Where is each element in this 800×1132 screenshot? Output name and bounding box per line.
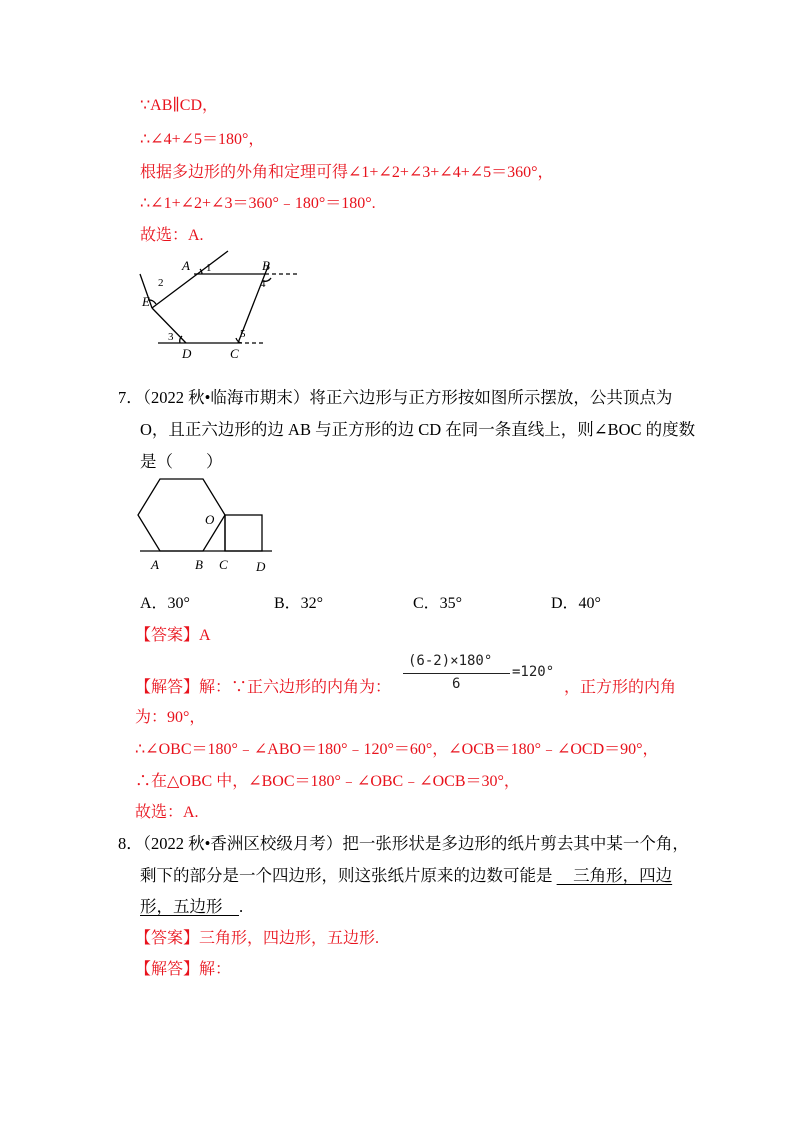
q8-answer-blank-part-1: 三角形，四边 (556, 866, 673, 885)
fig1-label-b: B (262, 258, 270, 273)
q7-solution-line-5: 故选：A. (135, 804, 199, 821)
fig1-label-5: 5 (240, 328, 246, 340)
fig2-label-d: D (256, 559, 266, 574)
solution-line-5: 故选：A. (140, 227, 204, 244)
fig1-label-1: 1 (206, 262, 212, 274)
fig1-label-c: C (230, 346, 239, 360)
q7-line-1: 7．（2022 秋•临海市期末）将正六边形与正方形按如图所示摆放，公共顶点为 (118, 388, 673, 407)
q7-answer: 【答案】A (135, 627, 211, 644)
q7-option-d: D．40° (551, 595, 601, 612)
q8-line-2 (140, 866, 672, 886)
q8-solution: 【解答】解： (135, 961, 232, 978)
q8-line-1: 8．（2022 秋•香洲区校级月考）把一张形状是多边形的纸片剪去其中某一个角， (118, 834, 689, 853)
q8-line-3 (140, 897, 243, 917)
fig1-label-4: 4 (260, 278, 266, 290)
fig1-label-d: D (182, 346, 192, 360)
solution-line-3: 根据多边形的外角和定理可得∠1+∠2+∠3+∠4+∠5＝360°， (140, 164, 554, 181)
fig1-label-2: 2 (158, 277, 164, 289)
q8-answer: 【答案】三角形，四边形，五边形. (135, 930, 380, 947)
fraction-bar (403, 673, 510, 674)
solution-line-2: ∴∠4+∠5＝180°， (140, 131, 265, 148)
fig1-label-e: E (142, 294, 150, 309)
q7-solution-prefix: 【解答】解：∵正六边形的内角为： (135, 679, 392, 696)
q7-option-b: B．32° (274, 595, 324, 612)
fraction-numerator: (6-2)×180° (408, 653, 493, 669)
hexagon-square-figure (135, 474, 285, 578)
pentagon-exterior-angle-figure (130, 248, 310, 360)
fig2-label-o: O (205, 512, 215, 527)
fig1-label-3: 3 (168, 331, 174, 343)
q7-solution-line-2: 为：90°， (135, 709, 206, 726)
fig2-label-c: C (219, 557, 228, 572)
q7-option-c: C．35° (413, 595, 463, 612)
q8-line-3-period: . (239, 897, 244, 916)
q7-solution-line-4: ∴在△OBC 中，∠BOC＝180°﹣∠OBC﹣∠OCB＝30°， (135, 773, 520, 790)
solution-line-4: ∴∠1+∠2+∠3＝360°﹣180°＝180°. (140, 195, 376, 212)
q8-answer-blank-part-2: 形，五边形 (140, 897, 239, 916)
fig2-label-b: B (195, 557, 203, 572)
q7-solution-suffix: ，正方形的内角 (564, 679, 677, 696)
fraction-result: =120° (512, 664, 555, 680)
fig2-label-a: A (151, 557, 159, 572)
solution-line-1: ∵AB∥CD， (140, 97, 219, 114)
q7-line-3: 是（ ） (140, 452, 223, 471)
q7-option-a: A．30° (140, 595, 190, 612)
q8-line-2-prefix: 剩下的部分是一个四边形，则这张纸片原来的边数可能是 (140, 866, 553, 885)
q7-solution-line-3: ∴∠OBC＝180°﹣∠ABO＝180°﹣120°＝60°，∠OCB＝180°﹣∠OCD＝90°， (135, 741, 659, 758)
q7-line-2: O，且正六边形的边 AB 与正方形的边 CD 在同一条直线上，则∠BOC 的度数 (140, 420, 696, 439)
fraction-denominator: 6 (452, 676, 461, 692)
fig1-label-a: A (182, 258, 190, 273)
